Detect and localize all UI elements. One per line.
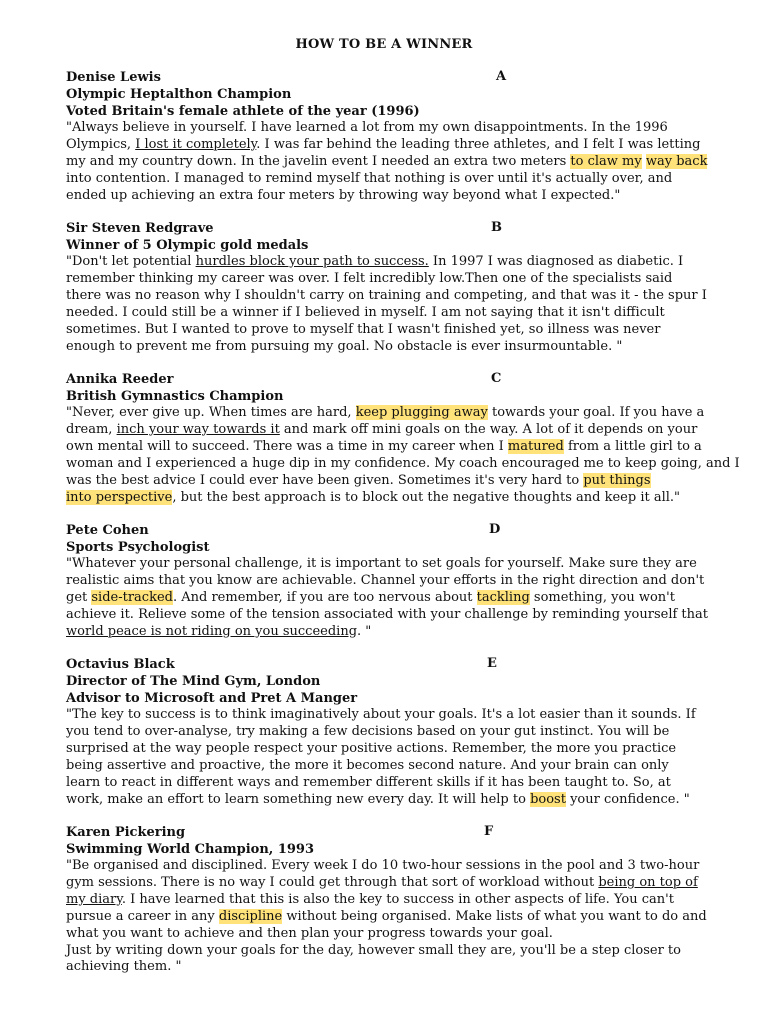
- quote-line: [66, 707, 706, 724]
- section-letter: F: [484, 824, 494, 839]
- quote-line: [66, 573, 706, 590]
- section-subtitle: Olympic Heptalthon Champion: [66, 87, 292, 102]
- quote-line: [66, 943, 706, 960]
- underlined-phrase: being on top of: [598, 874, 698, 890]
- highlighted-phrase: to claw my: [570, 153, 642, 169]
- quote-text: towards your goal. If you have a: [487, 405, 705, 420]
- section-quote: [66, 405, 740, 506]
- highlighted-phrase: put things: [583, 472, 651, 488]
- quote-line: [66, 422, 706, 439]
- quote-line: [66, 959, 706, 976]
- quote-text: In 1997 I was diagnosed as diabetic. I: [428, 254, 684, 269]
- quote-text: . I was far behind the leading three athletes, and I felt I was letting: [256, 136, 701, 152]
- quote-line: [66, 556, 706, 573]
- quote-text: Olympics,: [66, 136, 136, 152]
- quote-text: "Be organised and disciplined. Every week I do 10 two-hour sessions in the pool and 3 two-hour: [66, 858, 700, 873]
- section-steven-redgrave: [66, 220, 706, 355]
- section-annika-reeder: [66, 371, 740, 506]
- quote-text: needed. I could still be a winner if I believed in myself. I am not saying that it isn't difficult: [66, 304, 665, 320]
- quote-text: "Never, ever give up. When times are hard,: [66, 405, 356, 420]
- quote-text: achieving them. ": [66, 959, 182, 975]
- section-pete-cohen: [66, 522, 709, 641]
- quote-text: own mental will to succeed. There was a time in my career when I: [66, 438, 508, 454]
- quote-line: [66, 271, 706, 288]
- section-quote: [66, 858, 706, 976]
- section-name: Octavius Black: [66, 657, 175, 672]
- section-letter: C: [491, 371, 502, 386]
- quote-text: my and my country down. In the javelin event I needed an extra two meters: [66, 153, 571, 169]
- quote-text: , but the best approach is to block out the negative thoughts and keep it all.": [172, 489, 681, 505]
- quote-line: [66, 490, 706, 507]
- quote-text: dream,: [66, 421, 117, 437]
- quote-text: what you want to achieve and then plan your progress towards your goal.: [66, 925, 553, 941]
- section-subtitle: Swimming World Champion, 1993: [66, 842, 315, 857]
- quote-text: enough to prevent me from pursuing my goal. No obstacle is ever insurmountable. ": [66, 338, 623, 354]
- section-name: Karen Pickering: [66, 825, 186, 840]
- quote-text: work, make an effort to learn something new every day. It will help to: [66, 791, 531, 807]
- underlined-phrase: I lost it completely: [135, 136, 257, 152]
- quote-text: you tend to over-analyse, try making a few decisions based on your gut instinct. You will be: [66, 723, 670, 739]
- quote-line: [66, 909, 706, 926]
- quote-line: [66, 288, 706, 305]
- highlighted-phrase: way back: [645, 153, 708, 169]
- section-subtitle: Sports Psychologist: [66, 540, 210, 555]
- section-name: Denise Lewis: [66, 70, 161, 85]
- section-karen-pickering: [66, 824, 706, 976]
- quote-line: [66, 858, 706, 875]
- quote-line: [66, 120, 706, 137]
- quote-text: learn to react in different ways and remember different skills if it has been taught to. So, at: [66, 774, 671, 790]
- quote-text: "The key to success is to think imaginatively about your goals. It's a lot easier than it sounds. If: [66, 707, 696, 722]
- quote-text: sometimes. But I wanted to prove to myself that I wasn't finished yet, so illness was never: [66, 321, 661, 337]
- quote-text: being assertive and proactive, the more it becomes second nature. And your brain can only: [66, 757, 669, 773]
- quote-line: [66, 606, 709, 624]
- section-subtitle: British Gymnastics Champion: [66, 389, 284, 404]
- quote-text: Just by writing down your goals for the day, however small they are, you'll be a step closer to: [66, 942, 681, 958]
- quote-text: pursue a career in any: [66, 908, 219, 924]
- quote-line: [66, 892, 706, 909]
- section-denise-lewis: [66, 69, 706, 205]
- quote-text: . And remember, if you are too nervous about: [172, 589, 477, 605]
- quote-line: [66, 875, 706, 892]
- section-quote: [66, 556, 709, 641]
- quote-text: surprised at the way people respect your positive actions. Remember, the more you practice: [66, 740, 677, 756]
- quote-text: into contention. I managed to remind myself that nothing is over until it's actually over, and: [66, 170, 673, 186]
- quote-text: realistic aims that you know are achievable. Channel your efforts in the right direction and don't: [66, 572, 705, 588]
- highlighted-phrase: side-tracked: [91, 589, 173, 605]
- quote-line: [66, 171, 706, 188]
- quote-text: ended up achieving an extra four meters by throwing way beyond what I expected.": [66, 187, 621, 203]
- section-subtitle: Advisor to Microsoft and Pret A Manger: [66, 691, 358, 706]
- quote-text: woman and I experienced a huge dip in my confidence. My coach encouraged me to keep going, and I: [66, 455, 740, 471]
- quote-line: [66, 254, 706, 271]
- section-letter: B: [491, 220, 502, 235]
- quote-text: gym sessions. There is no way I could get through that sort of workload without: [66, 874, 599, 890]
- quote-text: and mark off mini goals on the way. A lot of it depends on your: [279, 421, 698, 437]
- highlighted-phrase: matured: [507, 438, 564, 454]
- quote-text: your confidence. ": [565, 791, 690, 807]
- quote-text: "Don't let potential: [66, 254, 196, 269]
- quote-line: [66, 724, 706, 741]
- highlighted-phrase: keep plugging away: [355, 405, 488, 420]
- section-quote: [66, 254, 706, 355]
- quote-line: [66, 439, 706, 456]
- section-subtitle: Voted Britain's female athlete of the year (1996): [66, 104, 420, 119]
- quote-text: achieve it. Relieve some of the tension associated with your challenge by reminding yourself that: [66, 606, 709, 622]
- section-subtitle: Director of The Mind Gym, London: [66, 674, 321, 689]
- section-subtitle: Winner of 5 Olympic gold medals: [66, 238, 309, 253]
- section-letter: D: [489, 522, 501, 537]
- quote-line: [66, 926, 706, 943]
- underlined-phrase: inch your way towards it: [116, 421, 280, 437]
- quote-line: [66, 322, 706, 339]
- section-letter: E: [487, 656, 497, 671]
- section-name: Annika Reeder: [66, 372, 174, 387]
- quote-text: without being organised. Make lists of what you want to do and: [282, 908, 707, 924]
- quote-text: . ": [357, 623, 372, 639]
- section-letter: A: [496, 69, 507, 84]
- quote-line: [66, 624, 706, 641]
- quote-text: . I have learned that this is also the key to success in other aspects of life. You can't: [121, 891, 674, 907]
- underlined-phrase: hurdles block your path to success.: [195, 254, 429, 269]
- highlighted-phrase: discipline: [218, 908, 283, 924]
- section-quote: [66, 120, 706, 205]
- section-octavius-black: [66, 656, 706, 808]
- quote-line: [66, 758, 706, 775]
- page-title: HOW TO BE A WINNER: [295, 37, 473, 52]
- section-quote: [66, 707, 706, 808]
- quote-line: [66, 473, 706, 490]
- quote-text: something, you won't: [529, 589, 675, 605]
- quote-line: [66, 339, 706, 356]
- quote-line: [66, 188, 706, 205]
- highlighted-phrase: into perspective: [66, 489, 173, 505]
- quote-text: "Whatever your personal challenge, it is important to set goals for yourself. Make sure they are: [66, 556, 697, 571]
- quote-line: [66, 137, 706, 154]
- quote-text: was the best advice I could ever have been given. Sometimes it's very hard to: [66, 472, 584, 488]
- quote-text: "Always believe in yourself. I have learned a lot from my own disappointments. In the 1996: [66, 120, 668, 135]
- quote-text: get: [66, 589, 92, 605]
- quote-line: [66, 741, 706, 758]
- quote-line: [66, 792, 706, 809]
- quote-line: [66, 305, 706, 322]
- underlined-phrase: world peace is not riding on you succeeding: [66, 623, 358, 639]
- quote-text: from a little girl to a: [563, 438, 702, 454]
- highlighted-phrase: boost: [530, 791, 566, 807]
- quote-text: there was no reason why I shouldn't carry on training and competing, and that was it - the spur I: [66, 287, 707, 303]
- quote-line: [66, 775, 706, 792]
- quote-line: [66, 405, 706, 422]
- highlighted-phrase: tackling: [476, 589, 530, 605]
- quote-line: [66, 590, 706, 607]
- underlined-phrase: my diary: [66, 891, 122, 907]
- section-name: Pete Cohen: [66, 523, 149, 538]
- section-name: Sir Steven Redgrave: [66, 221, 214, 236]
- quote-line: [66, 455, 740, 473]
- quote-line: [66, 154, 706, 171]
- quote-text: remember thinking my career was over. I felt incredibly low.Then one of the specialists said: [66, 270, 673, 286]
